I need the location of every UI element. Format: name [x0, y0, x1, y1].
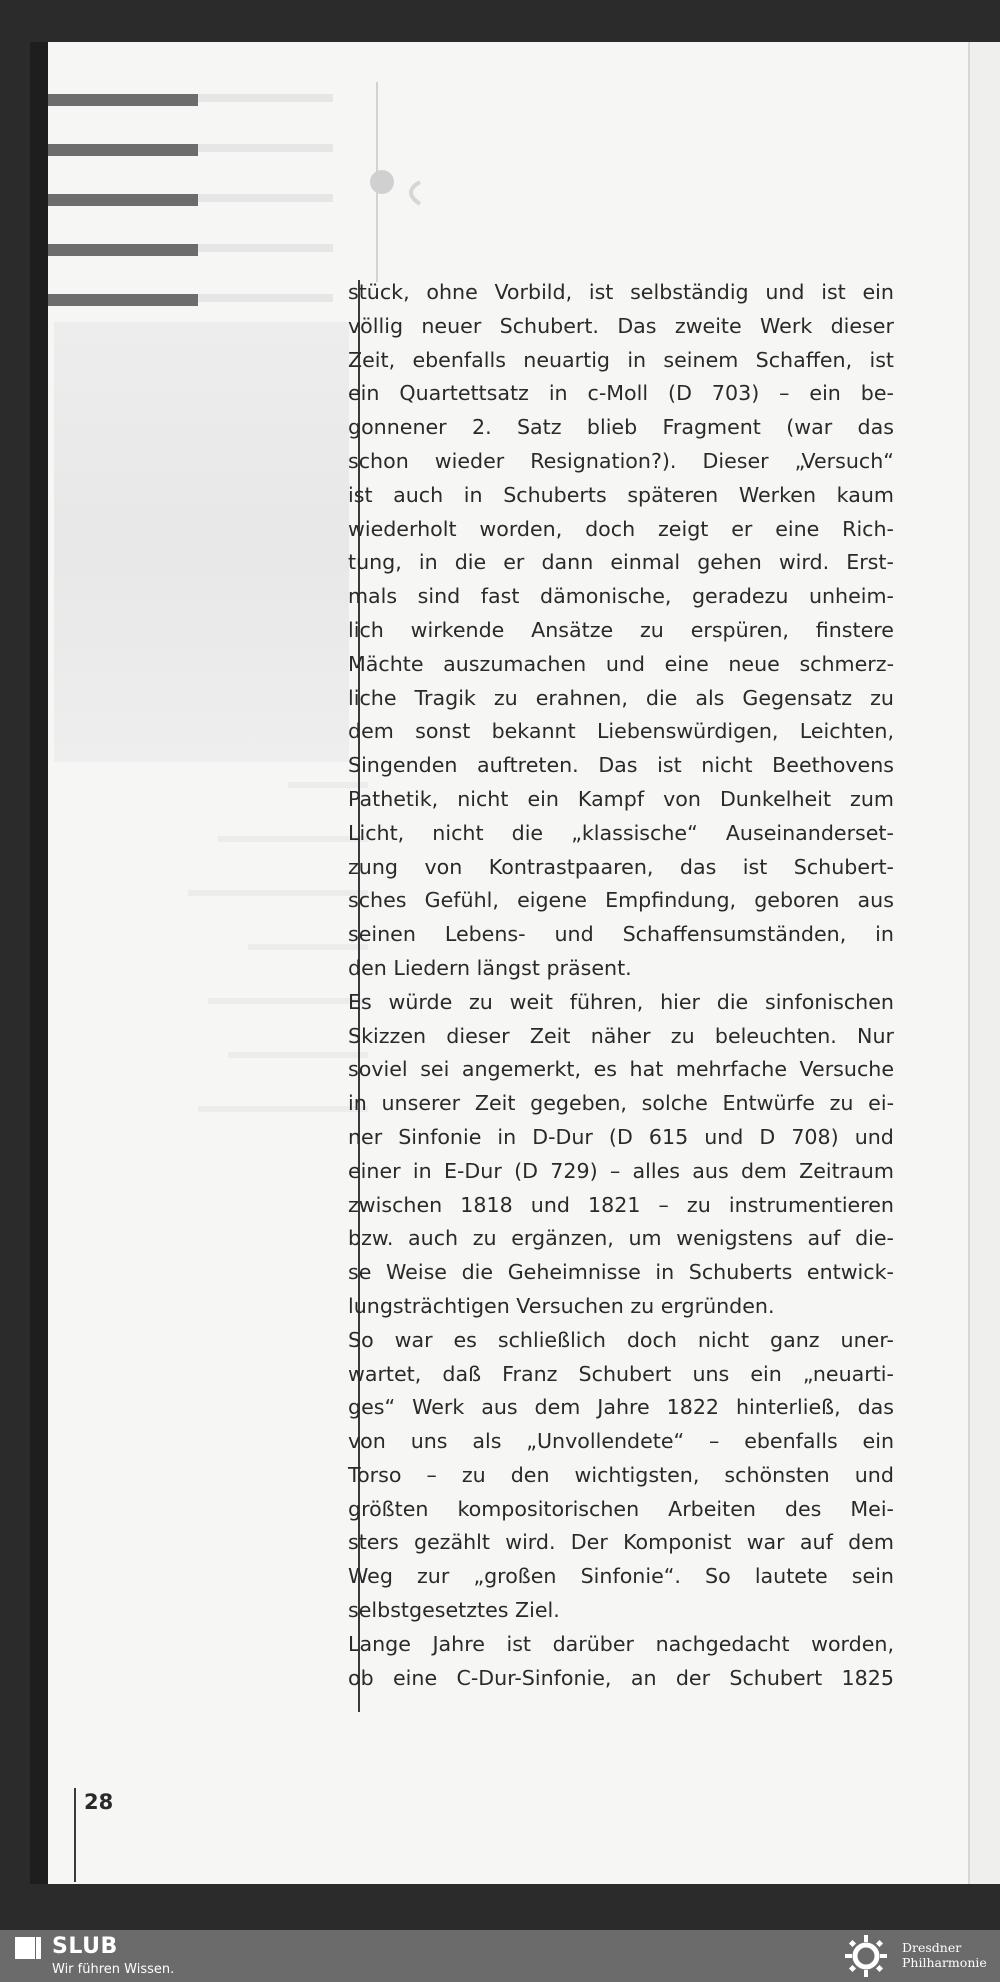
show-through-logo-icon	[360, 122, 480, 272]
text-line: liche Tragik zu erahnen, die als Gegensatz zu	[348, 685, 894, 710]
text-line: völlig neuer Schubert. Das zweite Werk dieser	[348, 313, 894, 338]
show-through-portrait	[54, 322, 349, 762]
text-line: wiederholt worden, doch zeigt er eine Rich-	[348, 516, 894, 541]
text-line: tung, in die er dann einmal gehen wird. Erst-	[348, 550, 894, 575]
text-line: sches Gefühl, eigene Empfindung, geboren aus	[348, 888, 894, 913]
text-line: zwischen 1818 und 1821 – zu instrumentieren	[348, 1192, 894, 1217]
text-line: lungsträchtigen Versuchen zu ergründen.	[348, 1293, 775, 1318]
text-line: Pathetik, nicht ein Kampf von Dunkelheit zum	[348, 786, 894, 811]
text-line: den Liedern längst präsent.	[348, 955, 632, 980]
text-line: seinen Lebens- und Schaffensumständen, in	[348, 922, 894, 947]
philharmonie-gear-icon	[840, 1934, 892, 1978]
adjacent-page-edge	[968, 42, 1000, 1884]
text-line: selbstgesetztes Ziel.	[348, 1598, 560, 1623]
text-line: Torso – zu den wichtigsten, schönsten und	[348, 1462, 894, 1487]
text-line: se Weise die Geheimnisse in Schuberts entwick-	[348, 1260, 894, 1285]
text-line: soviel sei angemerkt, es hat mehrfache Versuche	[348, 1057, 894, 1082]
text-line: ist auch in Schuberts späteren Werken kaum	[348, 482, 894, 507]
text-line: Licht, nicht die „klassische“ Auseinanderset-	[348, 820, 894, 845]
text-line: sters gezählt wird. Der Komponist war auf dem	[348, 1530, 894, 1555]
text-line: in unserer Zeit gegeben, solche Entwürfe zu ei-	[348, 1091, 894, 1116]
show-through-sidebar	[168, 782, 368, 1160]
text-line: ges“ Werk aus dem Jahre 1822 hinterließ, das	[348, 1395, 894, 1420]
text-line: mals sind fast dämonische, geradezu unheim-	[348, 584, 894, 609]
text-line: stück, ohne Vorbild, ist selbständig und ist ein	[348, 280, 894, 304]
text-line: ner Sinfonie in D-Dur (D 615 und D 708) und	[348, 1124, 894, 1149]
slub-book-icon	[14, 1936, 42, 1960]
text-line: Es würde zu weit führen, hier die sinfonischen	[348, 989, 894, 1014]
text-line: Mächte auszumachen und eine neue schmerz-	[348, 651, 894, 676]
text-line: Weg zur „großen Sinfonie“. So lautete sein	[348, 1564, 894, 1589]
text-line: ein Quartettsatz in c-Moll (D 703) – ein be-	[348, 381, 894, 406]
text-line: lich wirkende Ansätze zu erspüren, finstere	[348, 617, 894, 642]
text-line: größten kompositorischen Arbeiten des Mei-	[348, 1496, 894, 1521]
text-line: Singenden auftreten. Das ist nicht Beethovens	[348, 753, 894, 778]
text-line: ob eine C-Dur-Sinfonie, an der Schubert 1825	[348, 1665, 894, 1690]
text-line: Zeit, ebenfalls neuartig in seinem Schaffen, ist	[348, 347, 894, 372]
library-name: SLUB	[52, 1934, 118, 1959]
scan-left-edge	[30, 42, 48, 1884]
text-line: Skizzen dieser Zeit näher zu beleuchten. Nur	[348, 1023, 894, 1048]
text-line: einer in E-Dur (D 729) – alles aus dem Zeitraum	[348, 1158, 894, 1183]
text-line: schon wieder Resignation?). Dieser „Versuch“	[348, 448, 894, 473]
partner-name-line1: Dresdner	[902, 1940, 962, 1955]
library-tagline: Wir führen Wissen.	[52, 1962, 175, 1977]
partner-name	[902, 1940, 987, 1970]
text-line: dem sonst bekannt Liebenswürdigen, Leichten,	[348, 719, 894, 744]
text-line: von uns als „Unvollendete“ – ebenfalls ein	[348, 1429, 894, 1454]
text-line: Lange Jahre ist darüber nachgedacht worden,	[348, 1631, 894, 1656]
text-line: wartet, daß Franz Schubert uns ein „neuarti-	[348, 1361, 894, 1386]
text-line: gonnener 2. Satz blieb Fragment (war das	[348, 415, 894, 440]
text-line: So war es schließlich doch nicht ganz uner-	[348, 1327, 894, 1352]
show-through-bars	[48, 94, 198, 344]
text-line: bzw. auch zu ergänzen, um wenigstens auf die-	[348, 1226, 894, 1251]
partner-name-line2: Philharmonie	[902, 1955, 987, 1970]
page-number: 28	[84, 1790, 114, 1814]
folio-rule	[74, 1788, 76, 1882]
text-line: zung von Kontrastpaaren, das ist Schubert-	[348, 854, 894, 879]
body-text-column	[348, 276, 894, 1695]
